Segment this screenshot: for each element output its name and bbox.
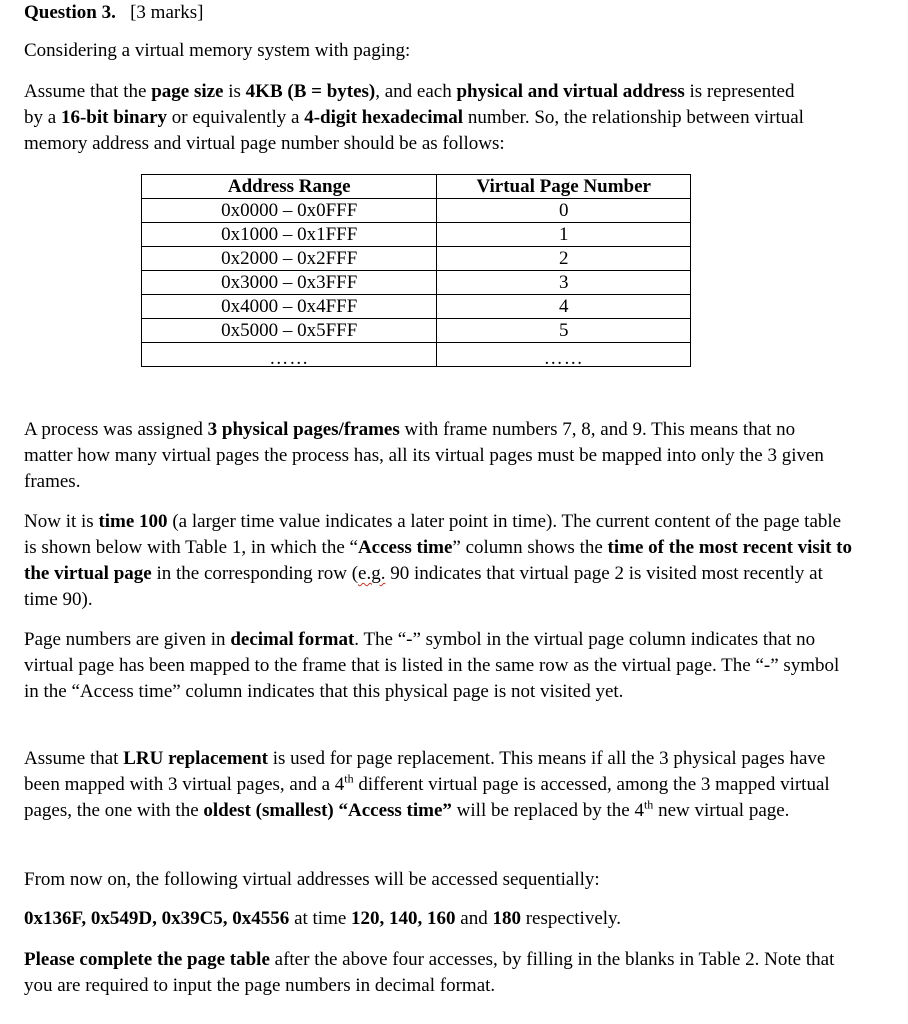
paragraph-page-size: Assume that the page size is 4KB (B = bytes), and each physical and virtual address is represented by a 16-bit binary or equivalently a 4-digit hexadecimal number. So, the relationship between virtual memory address and virtual page number should be as follows: [24,81,804,154]
address-range-cell: 0x3000 – 0x3FFF [142,271,437,295]
table-header-row [142,175,691,199]
table-row [142,247,691,271]
address-range-cell: 0x0000 – 0x0FFF [142,199,437,223]
question-label: Question 3. [24,2,116,23]
address-page-table [141,174,691,367]
table-row [142,319,691,343]
address-range-cell: 0x1000 – 0x1FFF [142,223,437,247]
page-number-cell: …… [437,343,691,367]
table-row [142,199,691,223]
table-row [142,271,691,295]
paragraph-instructions: Please complete the page table after the above four accesses, by filling in the blanks in Table 2. Note that you are required to input the page numbers in decimal format. [24,949,835,996]
paragraph-access-time: Now it is time 100 (a larger time value indicates a later point in time). The current content of the page table is shown below with Table 1, in which the “Access time” column shows the time of the most recent visit to the virtual page in the corresponding row (e.g. 90 indicates that virtual page 2 is visited most recently at time 90). [24,511,853,610]
page-number-cell: 0 [437,199,691,223]
paragraph-frames: A process was assigned 3 physical pages/frames with frame numbers 7, 8, and 9. This means that no matter how many virtual pages the process has, all its virtual pages must be mapped into only the 3 given frames. [24,419,824,492]
paragraph-decimal-format: Page numbers are given in decimal format. The “-” symbol in the virtual page column indicates that no virtual page has been mapped to the frame that is listed in the same row as the virtual page. The “-” symbol in the “Access time” column indicates that this physical page is not visited yet. [24,629,840,702]
address-range-cell: 0x2000 – 0x2FFF [142,247,437,271]
page-number-cell: 1 [437,223,691,247]
address-range-cell: …… [142,343,437,367]
paragraph-from-now: From now on, the following virtual addresses will be accessed sequentially: [24,869,600,890]
table-row [142,295,691,319]
page-number-cell: 2 [437,247,691,271]
page-number-cell: 5 [437,319,691,343]
page-number-cell: 3 [437,271,691,295]
eg-spellcheck: e.g. [358,563,386,584]
header-address-range: Address Range [142,175,437,199]
header-virtual-page-number: Virtual Page Number [437,175,691,199]
paragraph-lru: Assume that LRU replacement is used for page replacement. This means if all the 3 physical pages have been mapped with 3 virtual pages, and a 4th different virtual page is accessed, among the 3 mapped virtual pages, the one with the oldest (smallest) “Access time” will be replaced by the 4th new virtual page. [24,748,830,821]
table-row [142,223,691,247]
address-range-cell: 0x5000 – 0x5FFF [142,319,437,343]
address-range-cell: 0x4000 – 0x4FFF [142,295,437,319]
table-row-ellipsis [142,343,691,367]
page-number-cell: 4 [437,295,691,319]
paragraph-address-sequence: 0x136F, 0x549D, 0x39C5, 0x4556 at time 120, 140, 160 and 180 respectively. [24,908,622,929]
question-header [24,0,854,26]
intro-text: Considering a virtual memory system with paging: [24,40,411,61]
question-marks: [3 marks] [130,2,204,23]
